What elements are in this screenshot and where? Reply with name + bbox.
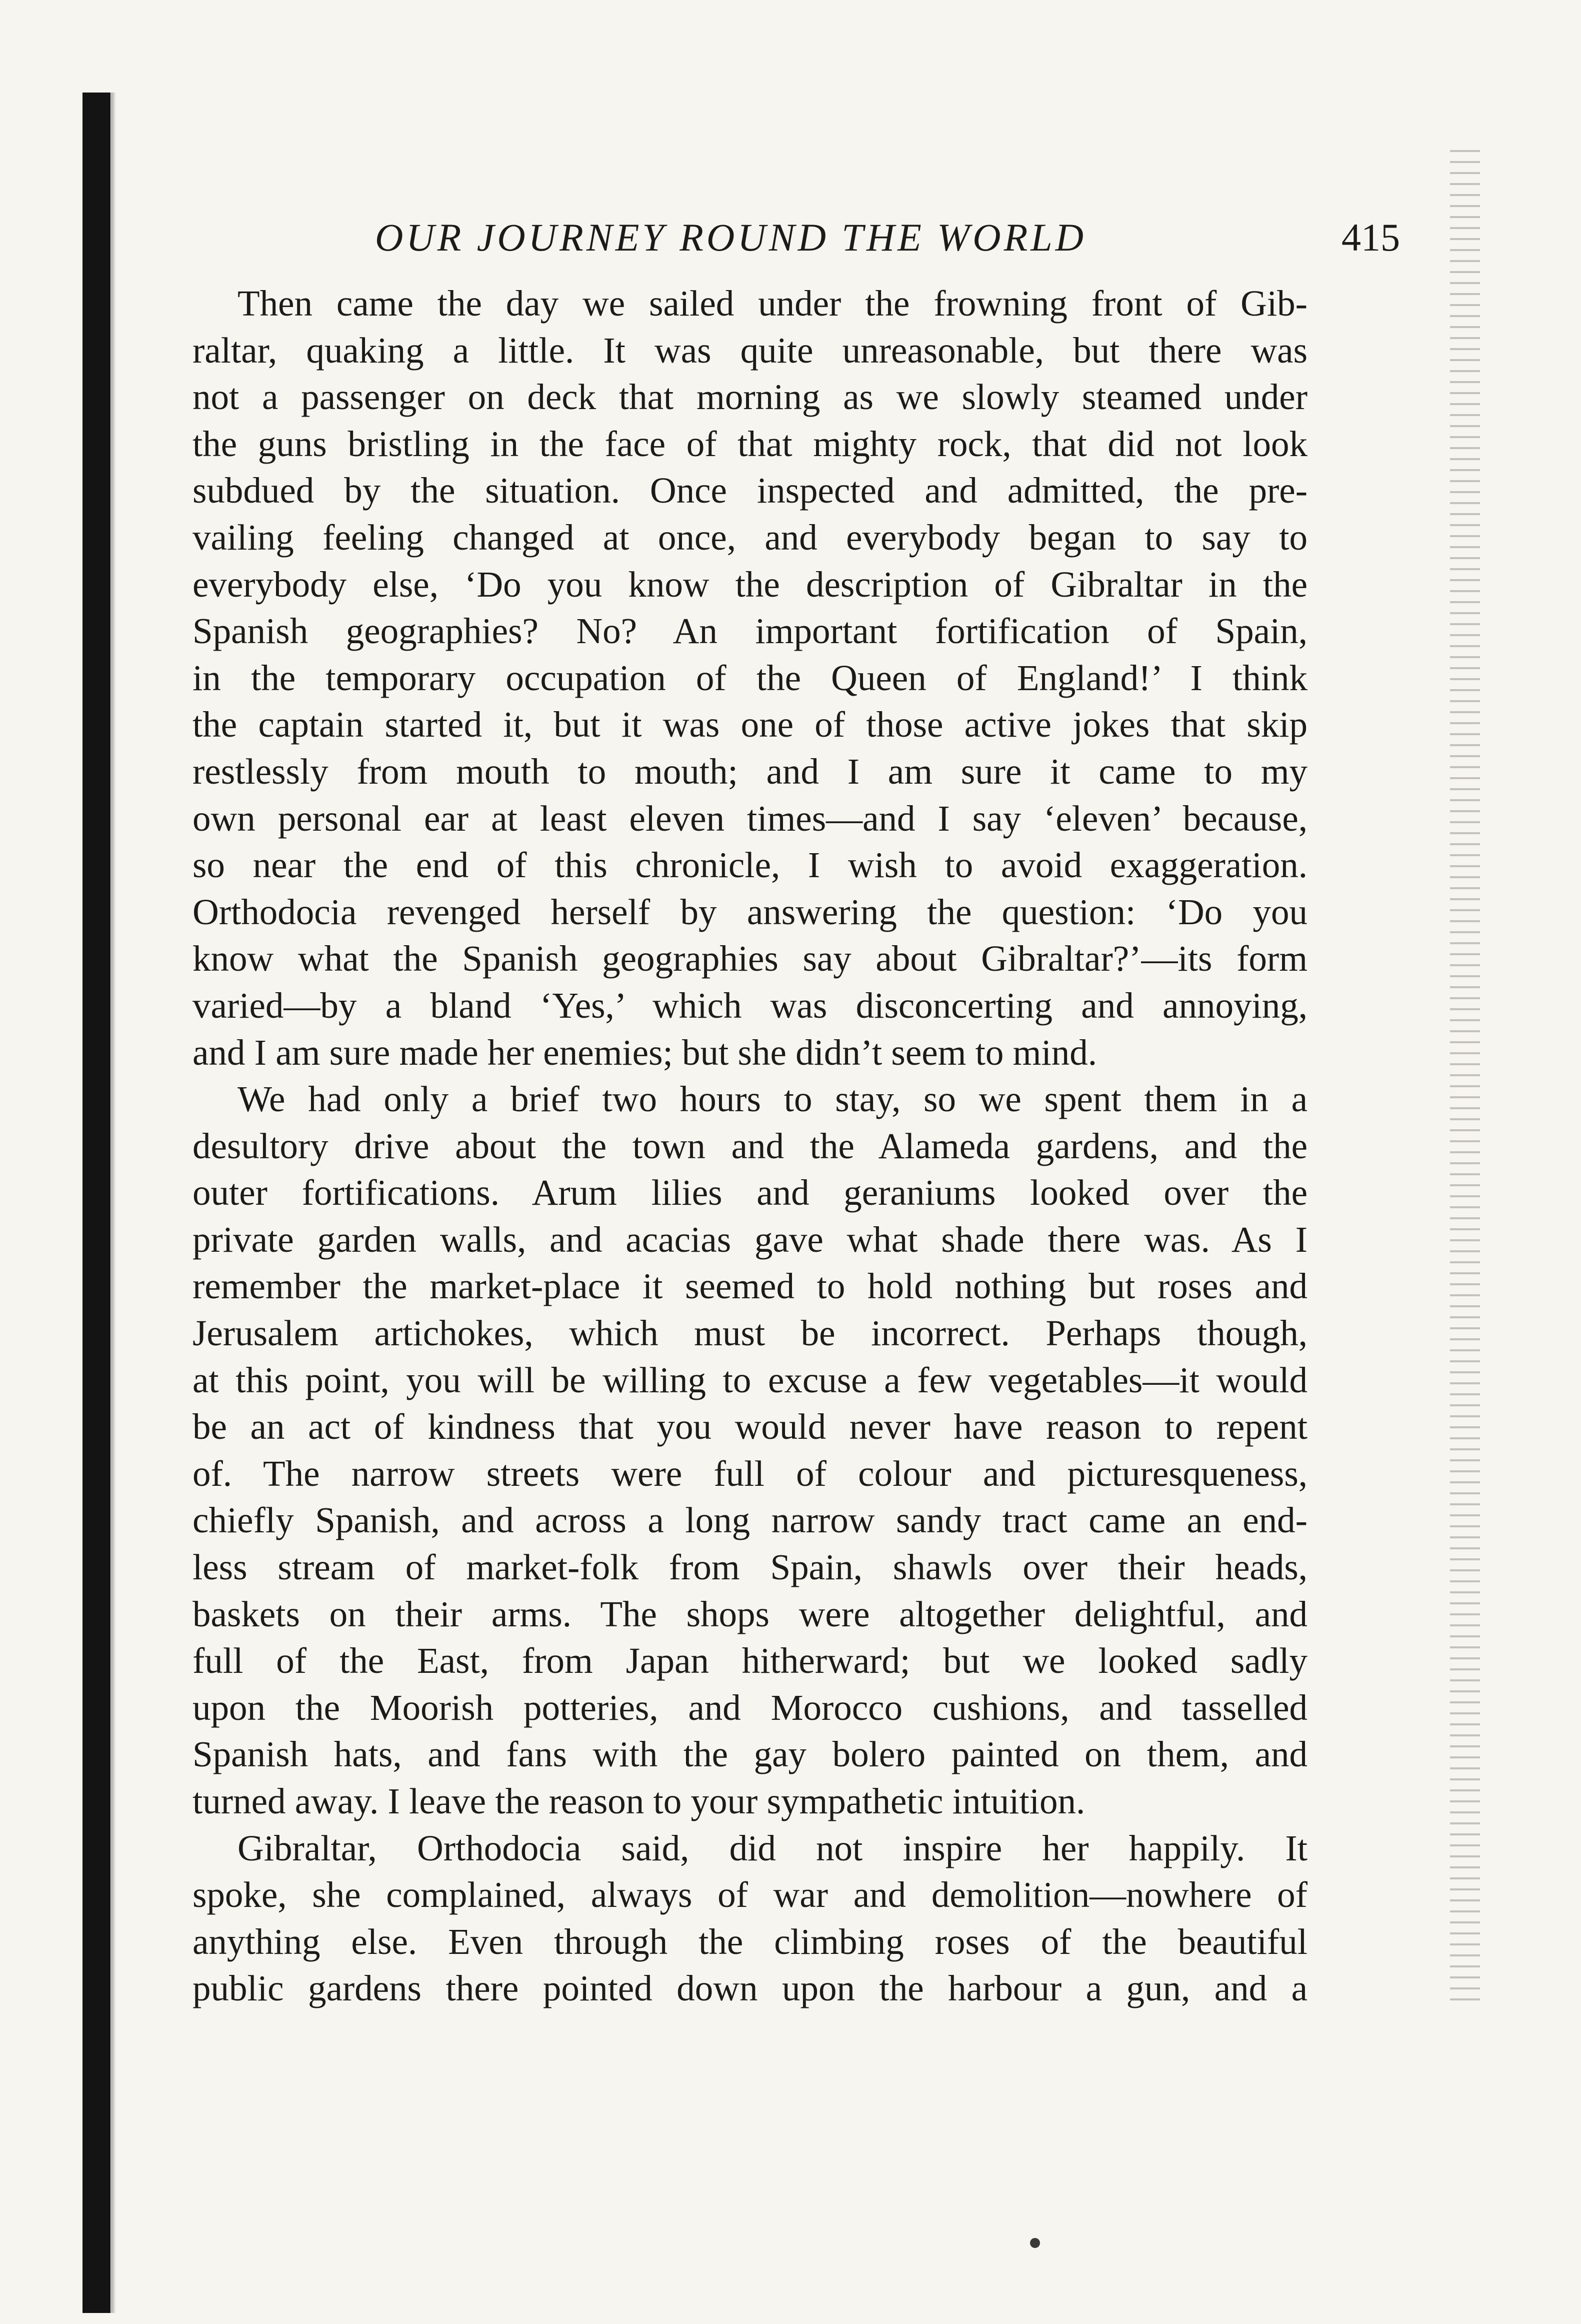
scan-speck [1030, 2238, 1040, 2248]
text-line: remember the market-place it seemed to hold nothing but roses and [192, 1266, 1308, 1307]
text-line: everybody else, ‘Do you know the description of Gibraltar in the [192, 564, 1308, 605]
binding-shadow [82, 93, 110, 2313]
text-line: upon the Moorish potteries, and Morocco cushions, and tasselled [192, 1687, 1308, 1728]
text-line: not a passenger on deck that morning as we slowly steamed under [192, 377, 1308, 418]
text-line: outer fortifications. Arum lilies and geraniums looked over the [192, 1172, 1308, 1213]
text-line: raltar, quaking a little. It was quite unreasonable, but there was [192, 330, 1308, 371]
text-line: in the temporary occupation of the Queen of England!’ I think [192, 657, 1308, 698]
binding-shadow-edge [111, 93, 116, 2313]
text-line: Gibraltar, Orthodocia said, did not inspire her happily. It [238, 1827, 1308, 1868]
body-text [192, 280, 1308, 2012]
text-line: and I am sure made her enemies; but she didn’t seem to mind. [192, 1032, 1097, 1073]
text-line: own personal ear at least eleven times—and I say ‘eleven’ because, [192, 798, 1308, 839]
text-line: so near the end of this chronicle, I wish to avoid exaggeration. [192, 845, 1308, 886]
page-header [375, 210, 1400, 265]
text-line: spoke, she complained, always of war and demolition—nowhere of [192, 1874, 1308, 1915]
running-head: OUR JOURNEY ROUND THE WORLD [375, 216, 1086, 259]
text-line: less stream of market-folk from Spain, shawls over their heads, [192, 1547, 1308, 1588]
text-line: baskets on their arms. The shops were altogether delightful, and [192, 1593, 1308, 1634]
text-line: vailing feeling changed at once, and everybody began to say to [192, 517, 1308, 558]
page-number: 415 [1342, 216, 1400, 259]
text-line: We had only a brief two hours to stay, so we spent them in a [238, 1079, 1308, 1120]
text-line: anything else. Even through the climbing roses of the beautiful [192, 1921, 1308, 1962]
text-line: the captain started it, but it was one of those active jokes that skip [192, 704, 1308, 745]
text-line: full of the East, from Japan hitherward; but we looked sadly [192, 1640, 1308, 1681]
text-line: Spanish geographies? No? An important fortification of Spain, [192, 611, 1308, 652]
text-line: know what the Spanish geographies say about Gibraltar?’—its form [192, 938, 1308, 979]
text-line: of. The narrow streets were full of colour and picturesqueness, [192, 1453, 1308, 1494]
text-line: public gardens there pointed down upon the harbour a gun, and a [192, 1968, 1308, 2009]
text-line: private garden walls, and acacias gave what shade there was. As I [192, 1219, 1308, 1260]
scan-noise-right-margin [1450, 150, 1480, 2000]
text-line: restlessly from mouth to mouth; and I am sure it came to my [192, 751, 1308, 792]
text-line: Orthodocia revenged herself by answering the question: ‘Do you [192, 891, 1308, 932]
text-line: Then came the day we sailed under the frowning front of Gib- [238, 283, 1308, 324]
text-line: varied—by a bland ‘Yes,’ which was disconcerting and annoying, [192, 985, 1308, 1026]
text-line: at this point, you will be willing to excuse a few vegetables—it would [192, 1359, 1308, 1400]
text-line: turned away. I leave the reason to your sympathetic intuition. [192, 1781, 1086, 1821]
text-line: chiefly Spanish, and across a long narrow sandy tract came an end- [192, 1500, 1308, 1541]
text-line: subdued by the situation. Once inspected and admitted, the pre- [192, 470, 1308, 511]
text-line: Spanish hats, and fans with the gay bolero painted on them, and [192, 1734, 1308, 1775]
text-line: be an act of kindness that you would never have reason to repent [192, 1406, 1308, 1447]
text-line: Jerusalem artichokes, which must be incorrect. Perhaps though, [192, 1313, 1308, 1354]
text-line: desultory drive about the town and the Alameda gardens, and the [192, 1125, 1308, 1166]
text-line: the guns bristling in the face of that mighty rock, that did not look [192, 423, 1308, 464]
